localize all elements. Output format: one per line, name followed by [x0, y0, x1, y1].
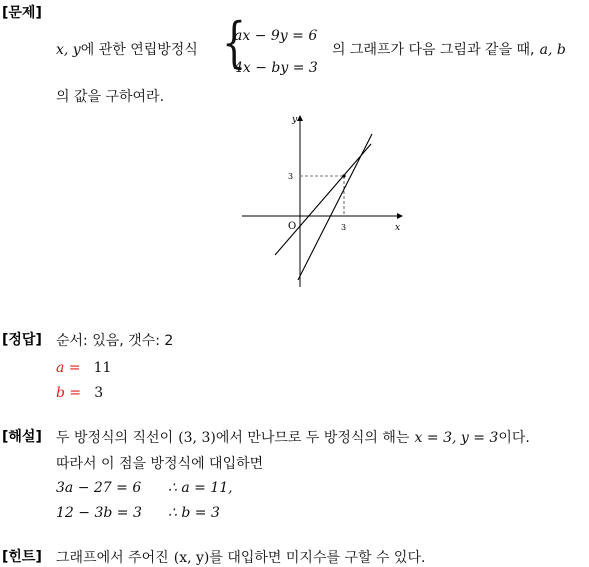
solution-header: [해설] [2, 429, 42, 445]
answer-line1: 순서: 있음, 갯수: 2 [56, 333, 174, 349]
solution-eq2-left: 12 − 3b = 3 [56, 505, 142, 521]
y-tick-label: 3 [288, 172, 294, 181]
solution-eq1-left: 3a − 27 = 6 [56, 480, 142, 496]
problem-suffix-text: 의 그래프가 다음 그림과 같을 때, [332, 42, 535, 58]
intersection-point [342, 174, 345, 177]
solution-text-b: 에서 만나므로 두 방정식의 해는 [215, 430, 410, 446]
solution-eq1-right: ∴ a = 11, [168, 480, 233, 496]
equation-1: ax − 9y = 6 [234, 28, 318, 44]
answer-header: [정답] [2, 332, 42, 348]
line-shallow [275, 144, 371, 255]
solution-eq2-right: ∴ b = 3 [168, 505, 220, 521]
answer-b-label: b = [56, 385, 82, 401]
problem-vars-2: a, b [539, 42, 566, 58]
answer-a [56, 357, 111, 376]
solution-line2: 따라서 이 점을 방정식에 대입하면 [56, 456, 264, 472]
equation-2: 4x − by = 3 [234, 60, 318, 76]
solution-point: (3, 3) [178, 430, 216, 446]
hint-point: (x, y) [173, 550, 210, 566]
problem-header: [문제] [2, 5, 42, 21]
x-axis-label: x [395, 223, 401, 233]
answer-b [56, 382, 103, 401]
problem-vars: x, y [56, 42, 81, 58]
problem-graph [236, 110, 416, 290]
problem-line2: 의 값을 구하여라. [56, 89, 165, 105]
hint-text-a: 그래프에서 주어진 [56, 550, 169, 566]
solution-values: x = 3, y = 3 [414, 430, 499, 446]
solution-line1 [56, 427, 530, 447]
hint-header: [힌트] [2, 549, 42, 565]
problem-prefix-text: 에 관한 연립방정식 [80, 42, 198, 58]
solution-text-a: 두 방정식의 직선이 [56, 430, 174, 446]
system-brace: { [222, 11, 247, 74]
problem-line1-start [56, 39, 198, 59]
x-tick-label: 3 [341, 223, 347, 232]
hint-text-b: 를 대입하면 미지수를 구할 수 있다. [209, 550, 426, 566]
origin-label: O [288, 221, 297, 232]
y-axis-label: y [292, 115, 298, 125]
problem-line1-end [332, 39, 566, 59]
answer-b-value: 3 [94, 385, 104, 401]
solution-text-c: 이다. [498, 430, 530, 446]
answer-a-label: a = [56, 360, 81, 376]
answer-a-value: 11 [93, 360, 112, 376]
hint-line [56, 547, 425, 567]
